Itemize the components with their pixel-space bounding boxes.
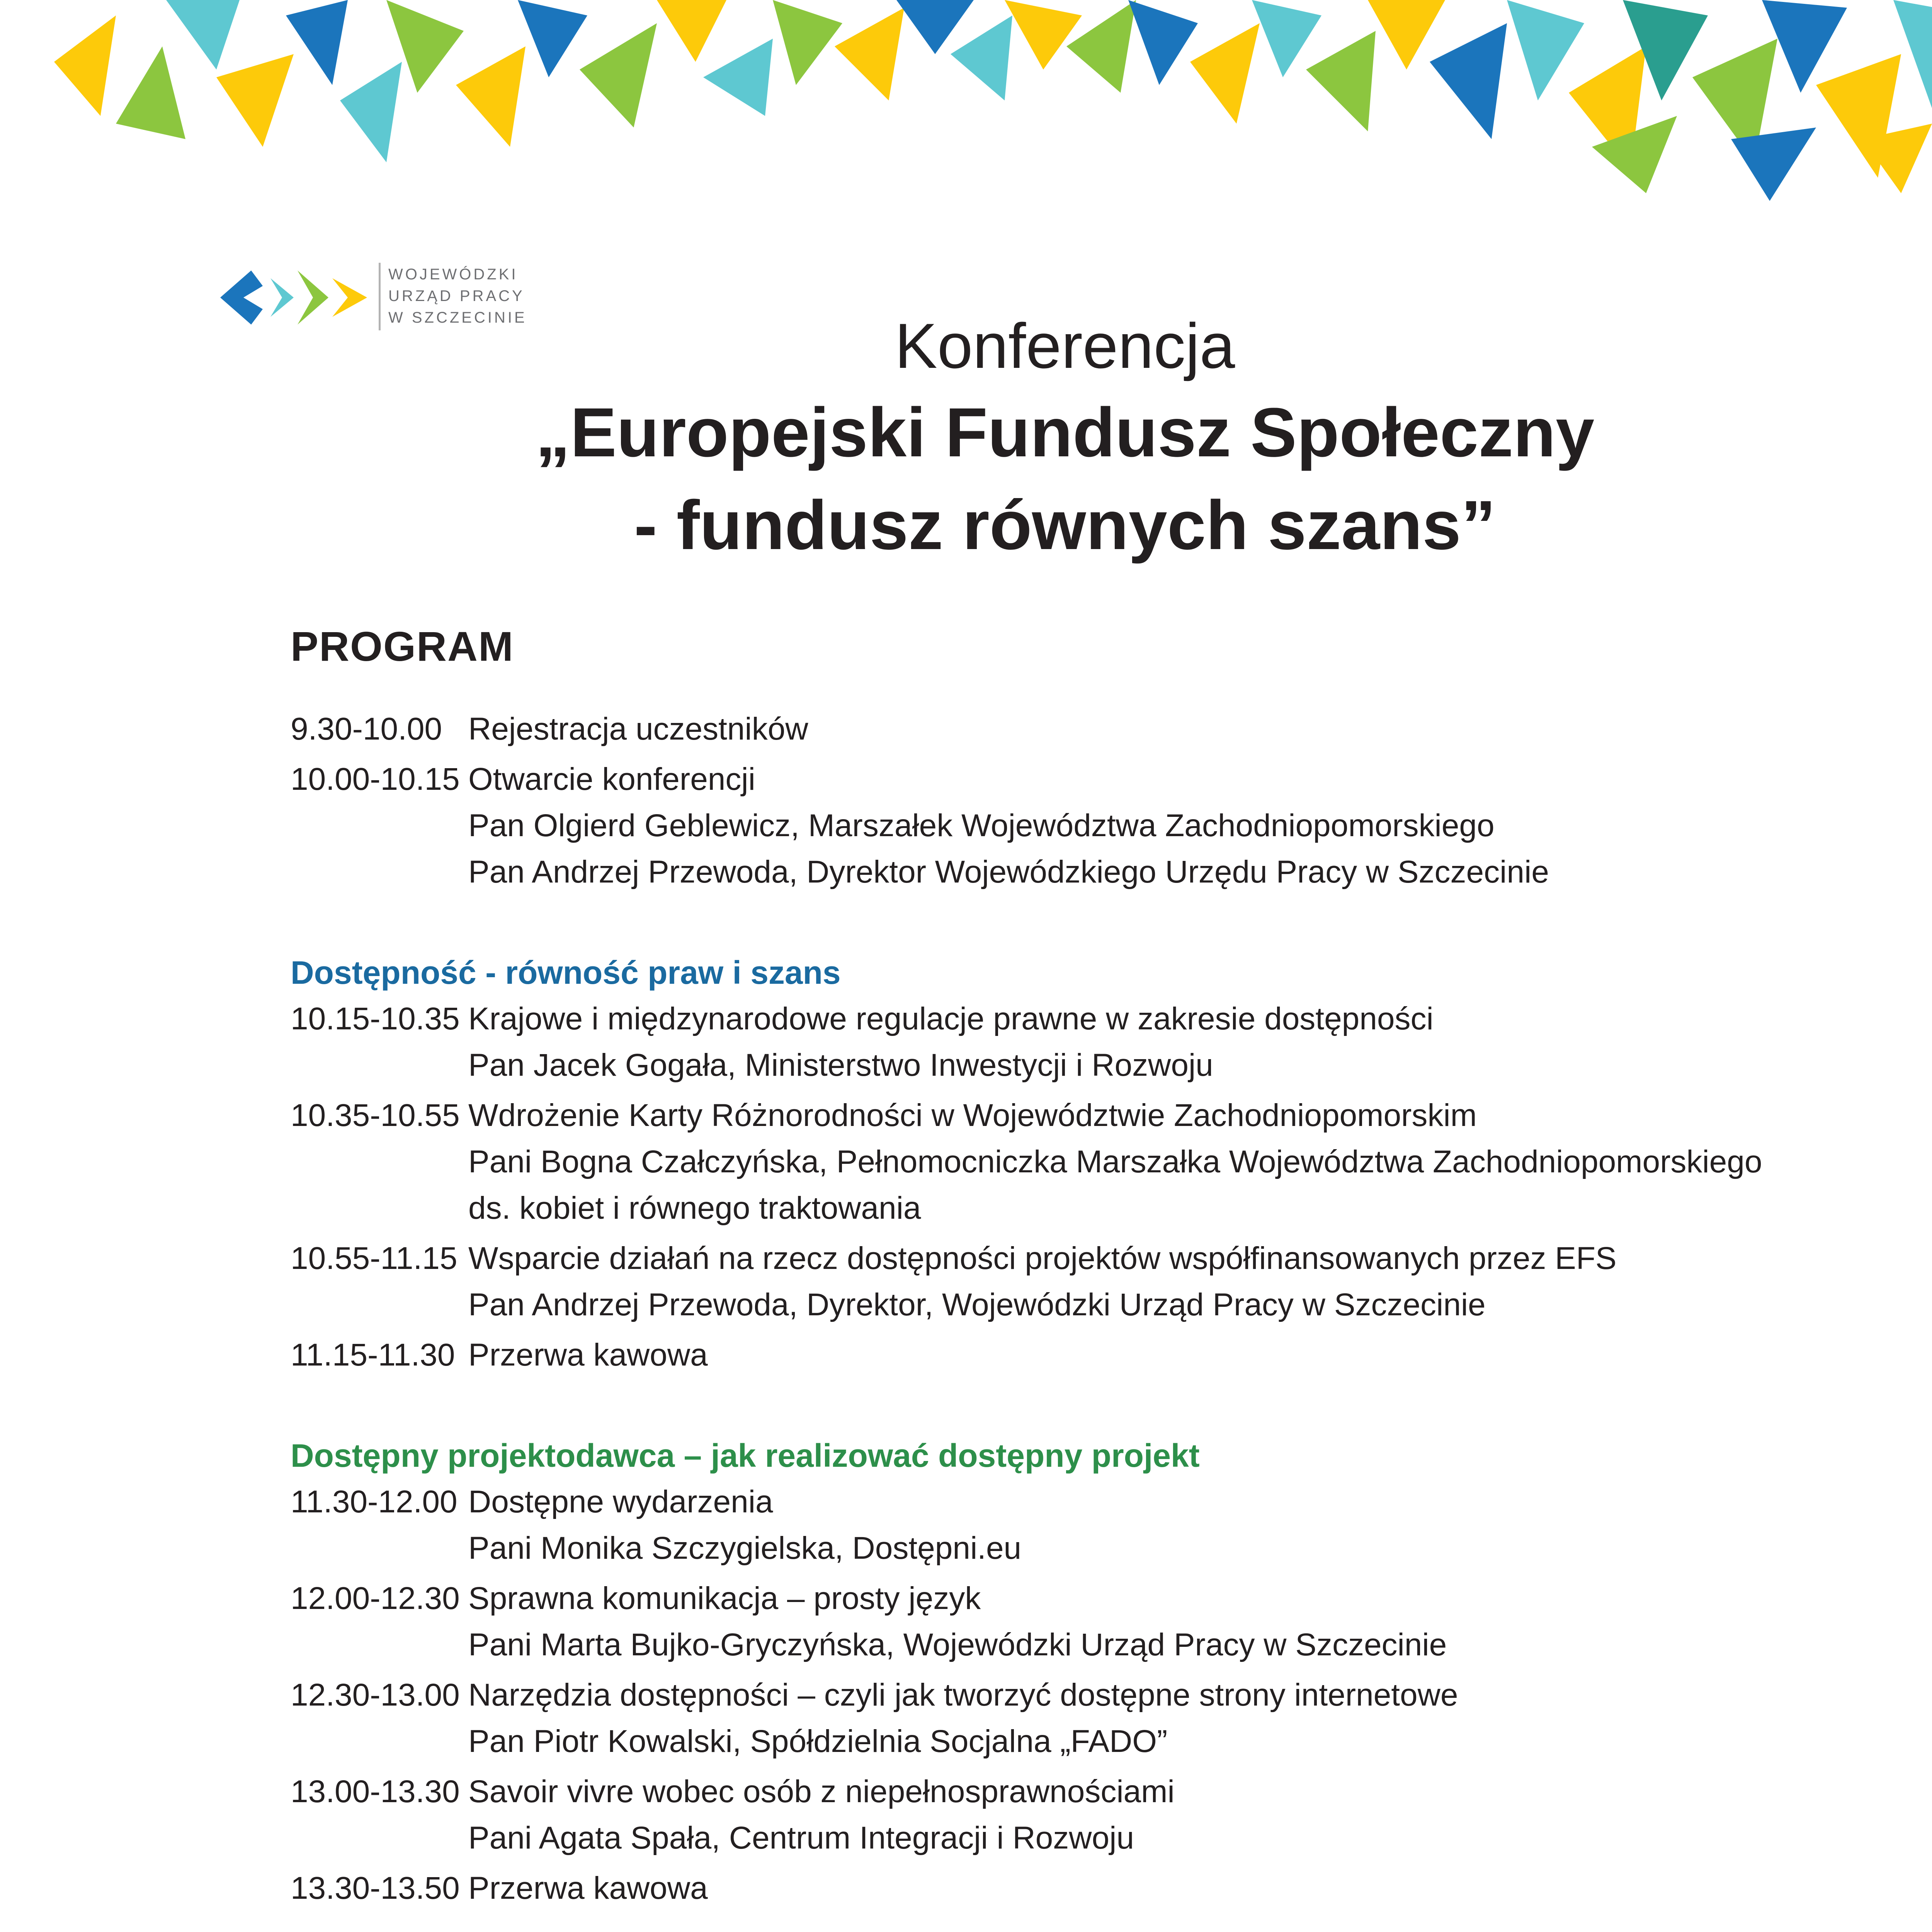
- program-row: [291, 1479, 1932, 1571]
- title-line-1: „Europejski Fundusz Społeczny: [535, 394, 1595, 471]
- program-time: 10.00-10.15: [291, 762, 460, 797]
- program-item-title: Wsparcie działań na rzecz dostępności projektów współfinansowanych przez EFS: [468, 1241, 1617, 1276]
- wup-line-3: W SZCZECINIE: [388, 309, 527, 326]
- program-row: [291, 1332, 1932, 1378]
- program-section: [291, 949, 1932, 1382]
- program-row: [291, 756, 1932, 895]
- title-kicker: Konferencja: [895, 310, 1235, 381]
- title-block: [0, 305, 1932, 572]
- program-intro: [291, 706, 1932, 899]
- program-item-detail: Pani Bogna Czałczyńska, Pełnomocniczka Marszałka Województwa Zachodniopomorskiego: [468, 1144, 1762, 1179]
- program-time: 10.35-10.55: [291, 1098, 460, 1133]
- wup-line-1: WOJEWÓDZKI: [388, 266, 518, 283]
- program-time: 11.15-11.30: [291, 1337, 455, 1372]
- program-lines: [468, 1235, 1932, 1328]
- program-item-detail: ds. kobiet i równego traktowania: [468, 1190, 921, 1226]
- program-section: [291, 1432, 1932, 1915]
- program-row: [291, 1672, 1932, 1765]
- program: [291, 622, 1932, 1932]
- program-item-title: Przerwa kawowa: [468, 1871, 708, 1906]
- program-time: 13.30-13.50: [291, 1871, 460, 1906]
- program-time: 12.00-12.30: [291, 1581, 460, 1616]
- program-time: 13.00-13.30: [291, 1774, 460, 1809]
- program-item-detail: Pan Andrzej Przewoda, Dyrektor, Wojewódzki Urząd Pracy w Szczecinie: [468, 1287, 1486, 1322]
- program-row: [291, 1575, 1932, 1668]
- program-row: [291, 996, 1932, 1088]
- section-title: Dostępność - równość praw i szans: [291, 954, 841, 991]
- program-time: 10.55-11.15: [291, 1241, 457, 1276]
- program-item-detail: Pan Andrzej Przewoda, Dyrektor Wojewódzkiego Urzędu Pracy w Szczecinie: [468, 854, 1549, 889]
- program-lines: [468, 1092, 1932, 1231]
- program-item-detail: Pan Olgierd Geblewicz, Marszałek Województwa Zachodniopomorskiego: [468, 808, 1495, 843]
- program-item-title: Sprawna komunikacja – prosty język: [468, 1581, 981, 1616]
- program-item-detail: Pan Jacek Gogała, Ministerstwo Inwestycji i Rozwoju: [468, 1048, 1213, 1083]
- program-lines: [468, 1769, 1932, 1861]
- program-row: [291, 1865, 1932, 1912]
- program-time: 9.30-10.00: [291, 711, 442, 747]
- program-lines: [468, 1332, 1932, 1378]
- program-lines: [468, 1575, 1932, 1668]
- program-lines: [468, 996, 1932, 1088]
- program-row: [291, 1769, 1932, 1861]
- program-item-detail: Pani Agata Spała, Centrum Integracji i Rozwoju: [468, 1820, 1134, 1855]
- program-lines: [468, 1865, 1932, 1912]
- program-lines: [468, 756, 1932, 895]
- program-item-detail: Pani Monika Szczygielska, Dostępni.eu: [468, 1531, 1022, 1566]
- program-time: 11.30-12.00: [291, 1484, 457, 1519]
- program-item-title: Przerwa kawowa: [468, 1337, 708, 1372]
- program-item-title: Rejestracja uczestników: [468, 711, 808, 747]
- section-title: Dostępny projektodawca – jak realizować dostępny projekt: [291, 1437, 1200, 1474]
- program-row: [291, 1092, 1932, 1231]
- program-item-title: Wdrożenie Karty Różnorodności w Województwie Zachodniopomorskim: [468, 1098, 1477, 1133]
- program-row: [291, 706, 1932, 752]
- program-item-title: Dostępne wydarzenia: [468, 1484, 773, 1519]
- wup-line-2: URZĄD PRACY: [388, 287, 525, 304]
- program-item-detail: Pani Marta Bujko-Gryczyńska, Wojewódzki Urząd Pracy w Szczecinie: [468, 1627, 1447, 1662]
- program-item-title: Narzędzia dostępności – czyli jak tworzyć dostępne strony internetowe: [468, 1677, 1458, 1713]
- program-lines: [468, 706, 1932, 752]
- confetti-top-decoration: [0, 0, 1932, 201]
- program-time: 12.30-13.00: [291, 1677, 460, 1713]
- program-item-detail: Pan Piotr Kowalski, Spółdzielnia Socjalna „FADO”: [468, 1724, 1168, 1759]
- program-heading: PROGRAM: [291, 623, 514, 670]
- program-item-title: Krajowe i międzynarodowe regulacje prawne w zakresie dostępności: [468, 1001, 1434, 1036]
- program-sections: [291, 949, 1932, 1932]
- program-item-title: Otwarcie konferencji: [468, 762, 755, 797]
- title-line-2: - fundusz równych szans”: [634, 486, 1496, 564]
- program-time: 10.15-10.35: [291, 1001, 460, 1036]
- program-lines: [468, 1672, 1932, 1765]
- program-item-title: Savoir vivre wobec osób z niepełnosprawnościami: [468, 1774, 1175, 1809]
- program-row: [291, 1235, 1932, 1328]
- program-lines: [468, 1479, 1932, 1571]
